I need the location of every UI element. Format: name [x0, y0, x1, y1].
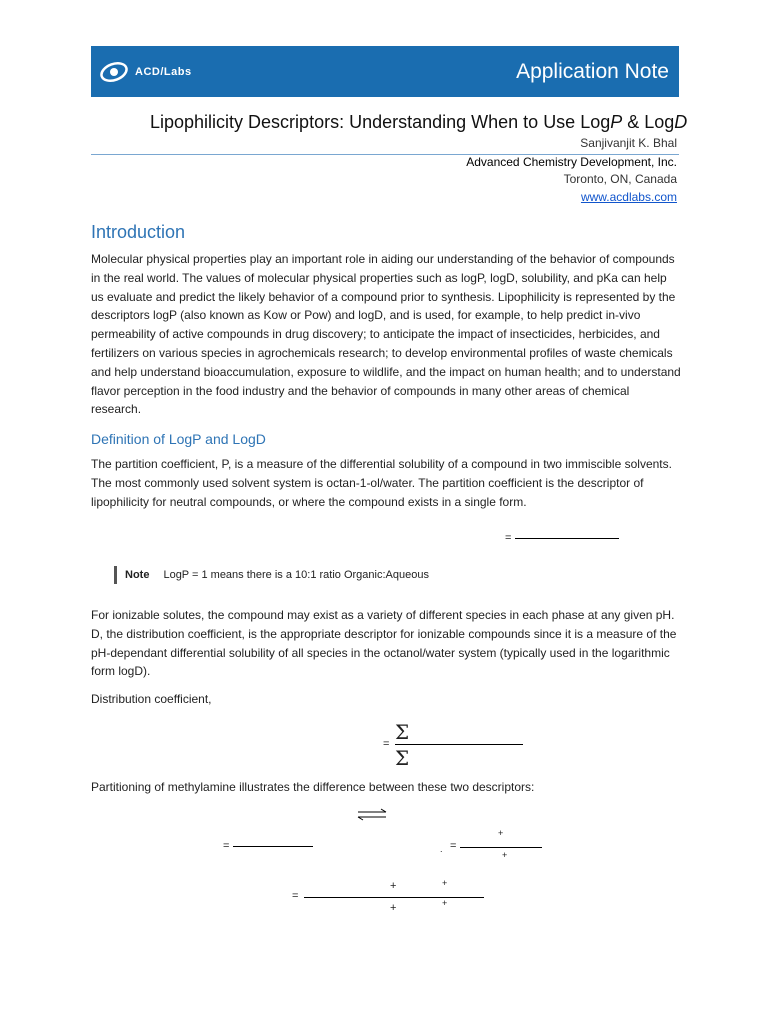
location: Toronto, ON, Canada — [563, 172, 677, 186]
introduction-paragraph: Molecular physical properties play an important role in aiding our understanding of the behavior of compounds in the real world. The values of molecular physical properties such as logP, logD, solubility, and pKa can help us evaluate and predict the likely behavior of a compound prior to synthesis. Lipophilicity is represented by the descriptors logP (also known as Kow or Pow) and logD, and is used, for example, to help predict in-vivo permeability of active compounds in drug discovery; to anticipate the impact of insecticides, herbicides, and fertilizers on various species in agrochemicals research; to develop environmental profiles of waste chemicals and help understand bioaccumulation, exposure to wildlife, and the impact on human health; and to understand flavor perception in the food industry and the behavior of compounds in many other areas of chemical research. — [91, 252, 681, 417]
logo-text: ACD/Labs — [135, 66, 192, 78]
methylamine-logd-equation: = + + + + — [292, 878, 492, 914]
introduction-heading: Introduction — [91, 222, 186, 242]
distribution-coefficient-label: Distribution coefficient, — [91, 692, 212, 706]
logp-equation: = — [505, 532, 619, 544]
partition-coefficient-paragraph: The partition coefficient, P, is a measure of the differential solubility of a compound in two immiscible solvents. The most commonly used solvent system is octan-1-ol/water. The partition coefficient is the descriptor of lipophilicity for neutral compounds, or where the compound exists in a single form. — [91, 457, 672, 509]
author-name: Sanjivanjit K. Bhal — [580, 136, 677, 150]
note-label: Note — [125, 569, 150, 581]
banner-title: Application Note — [516, 60, 669, 83]
document-title: Lipophilicity Descriptors: Understanding When to Use LogP & LogD — [150, 112, 688, 132]
ka-equation: . = + + — [438, 828, 548, 862]
sum-symbol-bottom: Σ — [395, 746, 410, 770]
logo-mark-icon — [99, 59, 129, 85]
definition-heading: Definition of LogP and LogD — [91, 431, 266, 447]
fraction-bar — [460, 847, 542, 848]
organization-name: Advanced Chemistry Development, Inc. — [466, 155, 677, 169]
fraction-bar — [233, 846, 313, 847]
methylamine-logp-equation: = — [223, 840, 313, 852]
logd-equation: = Σ Σ — [383, 720, 533, 770]
fraction-bar — [395, 744, 523, 745]
distribution-paragraph: For ionizable solutes, the compound may exist as a variety of different species in each phase at any given pH. D, the distribution coefficient, is the appropriate descriptor for ionizable compounds since it is a measure of the pH-dependant differential solubility of all species in the octanol/water system (typically used in the logarithmic form logD). — [91, 608, 677, 679]
acdlabs-logo[interactable] — [99, 59, 192, 85]
note-text: LogP = 1 means there is a 10:1 ratio Organic:Aqueous — [163, 569, 429, 581]
sum-symbol-top: Σ — [395, 720, 410, 744]
equilibrium-arrows-icon — [356, 808, 388, 822]
fraction-bar — [515, 538, 619, 539]
methylamine-paragraph: Partitioning of methylamine illustrates the difference between these two descriptors: — [91, 780, 535, 794]
fraction-bar — [304, 897, 484, 898]
website-link[interactable]: www.acdlabs.com — [580, 190, 677, 204]
note-box — [114, 566, 429, 584]
header-banner — [91, 46, 679, 97]
